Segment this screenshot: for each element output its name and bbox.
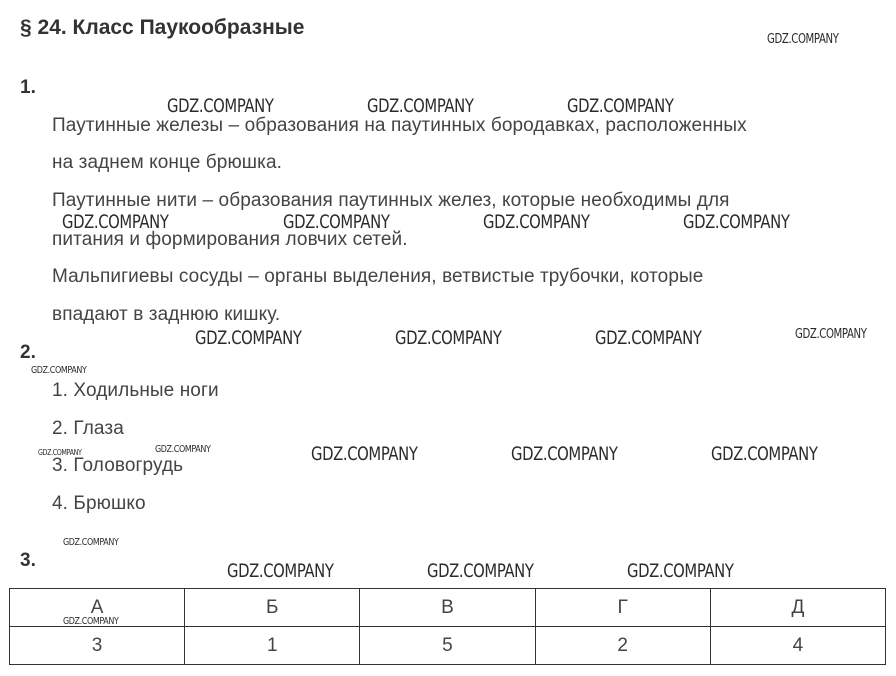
watermark: GDZ.COMPANY	[711, 443, 818, 465]
table-cell: 4	[710, 627, 885, 665]
watermark: GDZ.COMPANY	[795, 327, 867, 342]
watermark: GDZ.COMPANY	[627, 560, 734, 582]
table-cell: 1	[185, 627, 360, 665]
watermark: GDZ.COMPANY	[38, 448, 82, 457]
table-header-cell: Г	[535, 589, 710, 627]
watermark: GDZ.COMPANY	[63, 537, 119, 548]
table-header-cell: Б	[185, 589, 360, 627]
watermark: GDZ.COMPANY	[227, 560, 334, 582]
section-2-number: 2.	[20, 342, 36, 363]
table-header-cell: А	[10, 589, 185, 627]
watermark: GDZ.COMPANY	[367, 95, 474, 117]
watermark: GDZ.COMPANY	[511, 443, 618, 465]
section-3-number: 3.	[20, 550, 36, 571]
watermark: GDZ.COMPANY	[63, 616, 119, 627]
table-cell: 3	[10, 627, 185, 665]
watermark: GDZ.COMPANY	[195, 327, 302, 349]
watermark: GDZ.COMPANY	[595, 327, 702, 349]
section-1-number: 1.	[20, 77, 36, 98]
answer-table	[9, 588, 886, 665]
list-item: 3. Головогрудь	[52, 455, 184, 476]
watermark: GDZ.COMPANY	[311, 443, 418, 465]
watermark: GDZ.COMPANY	[427, 560, 534, 582]
list-item: 4. Брюшко	[52, 493, 146, 514]
table-row	[10, 627, 886, 665]
table-header-cell: В	[360, 589, 535, 627]
section-1-line: Мальпигиевы сосуды – органы выделения, ветвистые трубочки, которые	[52, 266, 704, 287]
page-title: § 24. Класс Паукообразные	[20, 16, 305, 39]
watermark: GDZ.COMPANY	[683, 211, 790, 233]
section-1-line: на заднем конце брюшка.	[52, 152, 283, 173]
watermark: GDZ.COMPANY	[395, 327, 502, 349]
list-item: 1. Ходильные ноги	[52, 380, 219, 401]
section-1-line: питания и формирования ловчих сетей.	[52, 229, 408, 250]
watermark: GDZ.COMPANY	[283, 211, 390, 233]
watermark: GDZ.COMPANY	[167, 95, 274, 117]
list-item: 2. Глаза	[52, 418, 124, 439]
watermark: GDZ.COMPANY	[155, 444, 211, 455]
table-header-cell: Д	[710, 589, 885, 627]
section-1-line: Паутинные железы – образования на паутинных бородавках, расположенных	[52, 115, 747, 136]
section-1-line: впадают в заднюю кишку.	[52, 304, 281, 325]
watermark: GDZ.COMPANY	[31, 365, 87, 376]
watermark: GDZ.COMPANY	[62, 211, 169, 233]
table-cell: 2	[535, 627, 710, 665]
watermark: GDZ.COMPANY	[483, 211, 590, 233]
watermark: GDZ.COMPANY	[567, 95, 674, 117]
table-cell: 5	[360, 627, 535, 665]
section-1-line: Паутинные нити – образования паутинных желез, которые необходимы для	[52, 190, 730, 211]
watermark: GDZ.COMPANY	[767, 32, 839, 47]
table-header-row	[10, 589, 886, 627]
